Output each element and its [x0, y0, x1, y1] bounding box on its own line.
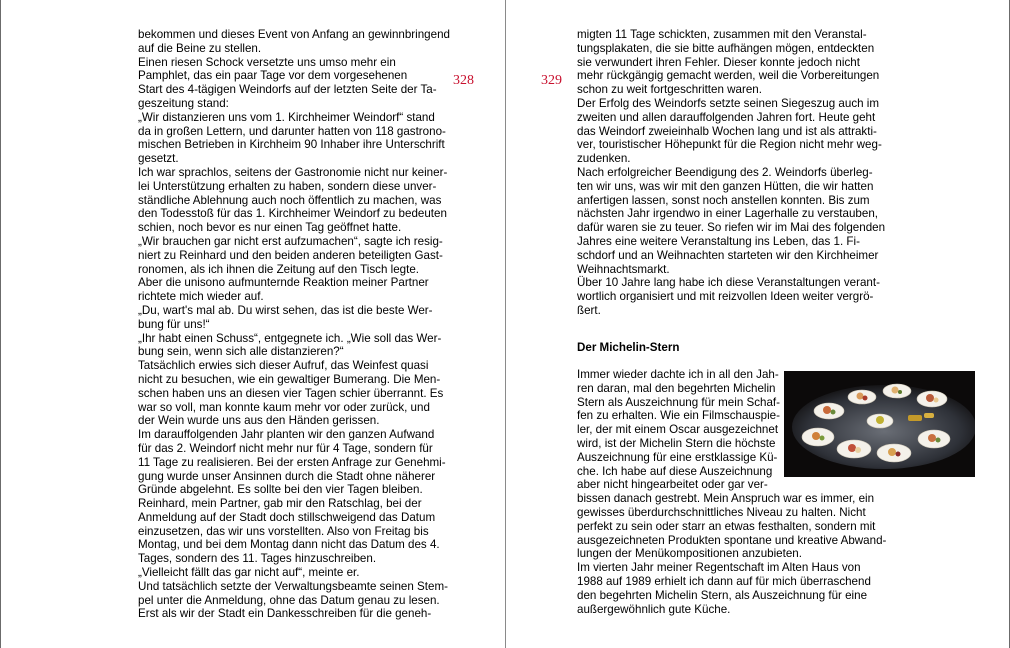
left-text-line: 11 Tage zu realisieren. Bei der ersten Anfrage zur Genehmi- — [138, 455, 446, 469]
right-text-top-line: anfertigen lassen, sonst noch anstellen konnten. Bis zum — [577, 193, 870, 207]
left-text-line: schien, noch bevor es nur einen Tag geöffnet hatte. — [138, 221, 402, 235]
left-text-line: Tages, sondern des 11. Tages hinzuschreiben. — [138, 552, 377, 566]
left-text-line: Im darauffolgenden Jahr planten wir den ganzen Aufwand — [138, 428, 435, 442]
left-text-line: Aber die unisono aufmunternde Reaktion meiner Partner — [138, 276, 429, 290]
left-text-line: gesetzt. — [138, 152, 179, 166]
right-text-top-line: Weihnachtsmarkt. — [577, 262, 670, 276]
left-text-line: Gründe abgelehnt. Es sollte bei den vier Tagen bleiben. — [138, 483, 423, 497]
left-text-line: niert zu Reinhard und den beiden anderen beteiligten Gast- — [138, 248, 443, 262]
left-text-line: einzusetzen, das wir uns vorstellten. Also von Freitag bis — [138, 524, 429, 538]
right-text-bottom-line: Immer wieder dachte ich in all den Jah- — [577, 368, 779, 381]
left-text-line: Anmeldung auf der Stadt doch stillschweigend das Datum — [138, 510, 436, 524]
left-text-line: richtete mich wieder auf. — [138, 290, 264, 304]
right-text-top-line: das Weindorf zweieinhalb Wochen lang und ist als attrakti- — [577, 124, 877, 138]
left-text-line: Und tatsächlich setzte der Verwaltungsbeamte seinen Stem- — [138, 579, 448, 593]
left-text-line: bekommen und dieses Event von Anfang an gewinnbringend — [138, 28, 450, 41]
right-text-top-line: wortlich organisiert und mit reizvollen Ideen weiter vergrö- — [577, 290, 874, 304]
left-text-line: war so voll, man konnte kaum mehr vor oder zurück, und — [138, 400, 430, 414]
food-platter-photo — [784, 371, 975, 477]
right-text-bottom-line: wird, ist der Michelin Stern die höchste — [577, 436, 776, 450]
left-text-line: Ich war sprachlos, seitens der Gastronomie nicht nur keiner- — [138, 165, 448, 179]
right-text-top-line: zweiten und allen darauffolgenden Jahren fort. Heute geht — [577, 110, 876, 124]
right-text-top-line: sie verwundert ihren Fehler. Dieser konnte jedoch nicht — [577, 55, 860, 69]
right-text-top-line: Der Erfolg des Weindorfs setzte seinen Siegeszug auch im — [577, 96, 880, 110]
left-text-line: ständliche Ablehnung auch noch öffentlich zu machen, was — [138, 193, 442, 207]
right-text-bottom-line: außergewöhnlich gute Küche. — [577, 602, 731, 616]
right-text-bottom-line: fen zu erhalten. Wie ein Filmschauspie- — [577, 409, 780, 423]
right-text-bottom-line: 1988 auf 1989 erhielt ich dann auf für mich überraschend — [577, 574, 871, 588]
right-text-bottom-line: lungen der Menükompositionen anzubieten. — [577, 547, 802, 561]
right-text-bottom-line: den begehrten Michelin Stern, als Auszeichnung für eine — [577, 588, 868, 602]
left-page-text — [138, 28, 450, 621]
right-text-top-line: zudenken. — [577, 152, 631, 166]
right-page — [506, 0, 1010, 648]
left-text-line: Pamphlet, das ein paar Tage vor dem vorgesehenen — [138, 69, 408, 83]
right-text-bottom-line: gewisses überdurchschnittliches Niveau zu halten. Nicht — [577, 505, 866, 519]
left-text-line: geszeitung stand: — [138, 96, 229, 110]
left-text-line: mischen Betrieben in Kirchheim 90 Inhaber ihre Unterschrift — [138, 138, 445, 152]
right-text-bottom-line: perfekt zu sein oder starr an etwas festhalten, sondern mit — [577, 519, 876, 533]
left-text-line: pel unter die Anmeldung, ohne das Datum genau zu lesen. — [138, 593, 440, 607]
left-text-line: schen haben uns an diesen vier Tagen schier überrannt. Es — [138, 386, 444, 400]
right-text-bottom-line: aber nicht hingearbeitet oder gar ver- — [577, 478, 768, 492]
section-heading: Der Michelin-Stern — [577, 341, 680, 354]
left-text-line: bung sein, wenn sich alle distanzieren?“ — [138, 345, 344, 359]
right-text-top-line: tungsplakaten, die sie bitte aufhängen mögen, entdeckten — [577, 41, 875, 55]
left-text-line: lei Unterstützung erhalten zu haben, sondern diese unver- — [138, 179, 437, 193]
left-text-line: „Wir distanzieren uns vom 1. Kirchheimer Weindorf“ stand — [138, 110, 435, 124]
left-text-line: ronomen, als ich ihnen die Zeitung auf den Tisch legte. — [138, 262, 420, 276]
right-text-bottom-line: ler, der mit einem Oscar ausgezeichnet — [577, 423, 779, 437]
right-page-text-top — [577, 28, 886, 318]
food-platter-illustration — [784, 371, 975, 477]
left-text-line: da in großen Lettern, und darunter hatten von 118 gastrono- — [138, 124, 446, 138]
left-text-line: Erst als wir der Stadt ein Dankesschreiben für die geneh- — [138, 607, 432, 621]
left-text-line: „Ihr habt einen Schuss“, entgegnete ich. „Wie soll das Wer- — [138, 331, 442, 345]
left-text-line: „Du, wart's mal ab. Du wirst sehen, das ist die beste Wer- — [138, 303, 433, 317]
left-text-line: für das 2. Weindorf nicht mehr nur für 4 Tage, sondern für — [138, 441, 433, 455]
right-text-top-line: migten 11 Tage schickten, zusammen mit den Veranstal- — [577, 28, 867, 41]
right-text-top-line: ßert. — [577, 303, 601, 317]
left-text-line: „Wir brauchen gar nicht erst aufzumachen“, sagte ich resig- — [138, 234, 443, 248]
left-text-line: bung für uns!“ — [138, 317, 210, 331]
right-text-top-line: schdorf und an Weihnachten starteten wir den Kirchheimer — [577, 248, 879, 262]
left-text-line: den Todesstoß für das 1. Kirchheimer Weindorf zu bedeuten — [138, 207, 447, 221]
right-text-top-line: Über 10 Jahre lang habe ich diese Veranstaltungen verant- — [577, 276, 880, 290]
left-text-line: nicht zu besuchen, wie ein gewaltiger Bumerang. Die Men- — [138, 372, 441, 386]
right-text-top-line: Jahres eine weitere Veranstaltung ins Leben, das 1. Fi- — [577, 234, 860, 248]
right-text-top-line: dafür waren sie zu teuer. So riefen wir im Mai des folgenden — [577, 221, 886, 235]
right-text-top-line: ten wir uns, was wir mit den ganzen Hütten, die wir hatten — [577, 179, 874, 193]
left-text-line: Einen riesen Schock versetzte uns umso mehr ein — [138, 55, 396, 69]
right-text-top-line: schon zu weit fortgeschritten waren. — [577, 83, 762, 97]
right-text-top-line: ver, touristischer Höhepunkt für die Region nicht mehr weg- — [577, 138, 882, 152]
page-number-left: 328 — [453, 73, 474, 88]
right-text-bottom-line: bissen danach gestrebt. Mein Anspruch war es immer, ein — [577, 492, 875, 506]
right-text-bottom-line: Im vierten Jahr meiner Regentschaft im Alten Haus von — [577, 561, 861, 575]
right-text-bottom-line: Stern als Auszeichnung für mein Schaf- — [577, 395, 780, 409]
right-text-bottom-line: ren daran, mal den begehrten Michelin — [577, 381, 776, 395]
right-text-bottom-line: Auszeichnung für eine erstklassige Kü- — [577, 450, 778, 464]
page-number-right: 329 — [541, 73, 562, 88]
right-text-top-line: nächsten Jahr irgendwo in einer Lagerhalle zu verstauben, — [577, 207, 878, 221]
left-text-line: gung wurde unser Ansinnen durch die Stadt ohne näherer — [138, 469, 436, 483]
left-text-line: Reinhard, mein Partner, gab mir den Ratschlag, bei der — [138, 497, 422, 511]
right-text-bottom-line: ausgezeichneten Produkten spontane und kreative Abwand- — [577, 533, 887, 547]
left-text-line: der Wein wurde uns aus den Händen gerissen. — [138, 414, 380, 428]
right-text-top-line: mehr rückgängig gemacht werden, weil die Vorbereitungen — [577, 69, 880, 83]
left-text-line: Tatsächlich erwies sich dieser Aufruf, das Weinfest quasi — [138, 359, 429, 373]
right-text-bottom-line: che. Ich habe auf diese Auszeichnung — [577, 464, 773, 478]
left-text-line: Start des 4-tägigen Weindorfs auf der letzten Seite der Ta- — [138, 83, 437, 97]
left-text-line: Montag, und bei dem Montag dann nicht das Datum des 4. — [138, 538, 440, 552]
left-text-line: auf die Beine zu stellen. — [138, 41, 262, 55]
left-text-line: „Vielleicht fällt das gar nicht auf“, meinte er. — [138, 566, 360, 580]
right-text-top-line: Nach erfolgreicher Beendigung des 2. Weindorfs überleg- — [577, 165, 873, 179]
